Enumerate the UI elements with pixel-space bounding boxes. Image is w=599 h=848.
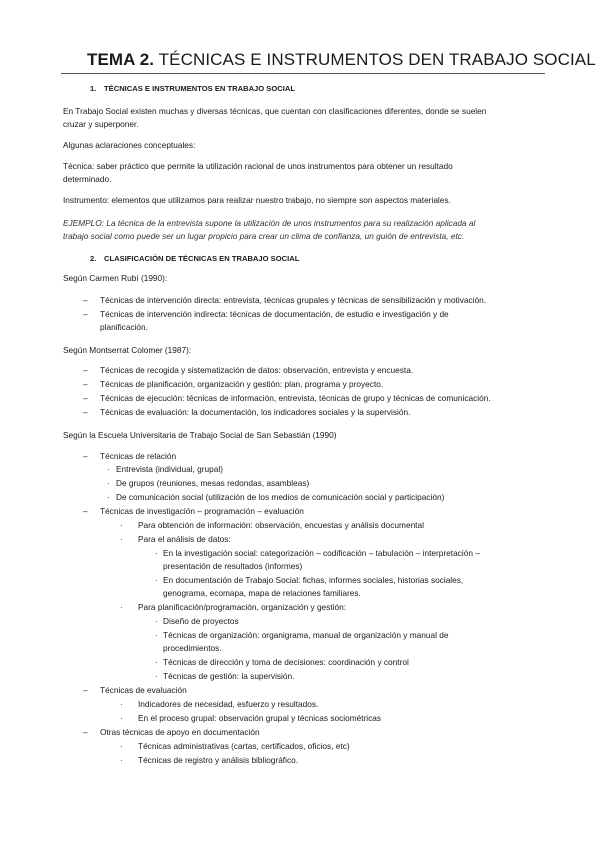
paragraph-tecnica-line-2: determinado. [63,174,112,184]
evaluacion-label: Técnicas de evaluación [100,685,187,695]
title-rule [61,73,545,74]
list-dot: · [120,603,123,612]
investigacion-obtencion: Para obtención de información: observación, encuestas y análisis documental [138,520,424,530]
list-dot: · [155,549,158,558]
section-1-number: 1. [90,84,97,93]
list-dot: · [120,742,123,751]
otras-item-1: Técnicas administrativas (cartas, certificados, oficios, etc) [138,741,350,751]
analisis-item-1-line-1: En la investigación social: categorización – codificación – tabulación – interpretación – [163,548,480,558]
list-dot: · [155,576,158,585]
list-dash: – [83,451,88,461]
list-dot: · [155,617,158,626]
investigacion-analisis: Para el análisis de datos: [138,534,231,544]
list-dash: – [83,407,88,417]
list-dot: · [107,479,110,488]
escuela-heading: Según la Escuela Universitaria de Trabajo Social de San Sebastián (1990) [63,430,337,440]
otras-label: Otras técnicas de apoyo en documentación [100,727,260,737]
section-2-heading: CLASIFICACIÓN DE TÉCNICAS EN TRABAJO SOCIAL [104,254,300,263]
paragraph-tecnica-line-1: Técnica: saber práctico que permite la utilización racional de unos instrumentos para obtener un resultado [63,161,453,171]
analisis-item-1-line-2: presentación de resultados (informes) [163,561,303,571]
paragraph-intro-line-1: En Trabajo Social existen muchas y diversas técnicas, que cuentan con clasificaciones diferentes, donde se suelen [63,106,487,116]
colomer-item-2: Técnicas de planificación, organización y gestión: plan, programa y proyecto. [100,379,384,389]
plan-item-1: Diseño de proyectos [163,616,239,626]
plan-item-2-line-1: Técnicas de organización: organigrama, manual de organización y manual de [163,630,449,640]
list-dash: – [83,365,88,375]
evaluacion-item-2: En el proceso grupal: observación grupal y técnicas sociométricas [138,713,382,723]
rubi-item-2-line-1: Técnicas de intervención indirecta: técnicas de documentación, de estudio e investigación y de [100,309,449,319]
paragraph-ejemplo-line-1: EJEMPLO: La técnica de la entrevista supone la utilización de unos instrumentos para su realización aplicada al [63,218,476,228]
list-dot: · [120,756,123,765]
colomer-item-1: Técnicas de recogida y sistematización de datos: observación, entrevista y encuesta. [100,365,414,375]
list-dot: · [120,700,123,709]
investigacion-planificacion: Para planificación/programación, organización y gestión: [138,602,347,612]
section-1-heading: TÉCNICAS E INSTRUMENTOS EN TRABAJO SOCIAL [104,84,295,93]
relacion-item-3: De comunicación social (utilización de los medios de comunicación social y participación) [116,492,445,502]
rubi-item-1: Técnicas de intervención directa: entrevista, técnicas grupales y técnicas de sensibilización y motivación. [100,295,486,305]
list-dot: · [120,521,123,530]
paragraph-ejemplo-line-2: trabajo social como puede ser un lugar propicio para crear un clima de confianza, un guión de entrevista, etc. [63,231,465,241]
list-dash: – [83,727,88,737]
plan-item-2-line-2: procedimientos. [163,643,222,653]
list-dash: – [83,393,88,403]
list-dot: · [155,658,158,667]
relacion-label: Técnicas de relación [100,451,177,461]
list-dot: · [107,465,110,474]
paragraph-aclaraciones: Algunas aclaraciones conceptuales: [63,140,196,150]
colomer-item-3: Técnicas de ejecución: técnicas de información, entrevista, técnicas de grupo y técnicas de comunicación. [100,393,491,403]
relacion-item-1: Entrevista (individual, grupal) [116,464,223,474]
plan-item-3: Técnicas de dirección y toma de decisiones: coordinación y control [163,657,409,667]
analisis-item-2-line-1: En documentación de Trabajo Social: fichas, informes sociales, historias sociales, [163,575,464,585]
list-dot: · [155,631,158,640]
relacion-item-2: De grupos (reuniones, mesas redondas, asambleas) [116,478,310,488]
rubi-item-2-line-2: planificación. [100,322,148,332]
paragraph-intro-line-2: cruzar y superponer. [63,119,139,129]
colomer-item-4: Técnicas de evaluación: la documentación, los indicadores sociales y la supervisión. [100,407,411,417]
list-dash: – [83,506,88,516]
list-dot: · [107,493,110,502]
otras-item-2: Técnicas de registro y análisis bibliográfico. [138,755,299,765]
list-dash: – [83,295,88,305]
plan-item-4: Técnicas de gestión: la supervisión. [163,671,295,681]
list-dot: · [120,535,123,544]
list-dot: · [155,672,158,681]
page-title: TEMA 2. TÉCNICAS E INSTRUMENTOS DEN TRABAJO SOCIAL [87,50,596,69]
list-dot: · [120,714,123,723]
evaluacion-item-1: Indicadores de necesidad, esfuerzo y resultados. [138,699,319,709]
section-2-number: 2. [90,254,97,263]
paragraph-instrumento: Instrumento: elementos que utilizamos para realizar nuestro trabajo, no siempre son aspectos materiales. [63,195,451,205]
list-dash: – [83,309,88,319]
rubi-heading: Según Carmen Rubí (1990): [63,273,168,283]
colomer-heading: Según Montserrat Colomer (1987): [63,345,192,355]
analisis-item-2-line-2: genograma, ecomapa, mapa de relaciones familiares. [163,588,361,598]
list-dash: – [83,379,88,389]
list-dash: – [83,685,88,695]
investigacion-label: Técnicas de investigación – programación – evaluación [100,506,304,516]
